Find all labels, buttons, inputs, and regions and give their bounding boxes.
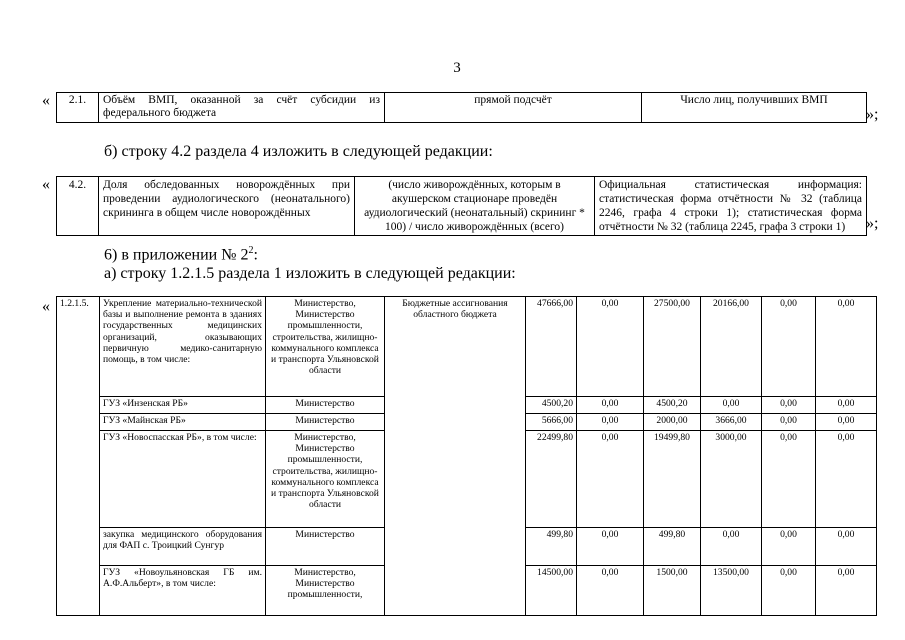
value-year-3: 13500,00 [701,566,762,616]
page-number: 3 [453,60,461,76]
data-source: Число лиц, получивших ВМП [642,93,867,123]
value-year-5: 0,00 [816,397,877,414]
value-year-2: 2000,00 [644,414,701,431]
row-executor: Министерство [266,414,385,431]
value-year-1: 0,00 [577,297,644,397]
row-name: закупка медицинского оборудования для ФАП с. Троицкий Сунгур [100,528,266,566]
program-table [56,296,877,616]
value-year-2: 1500,00 [644,566,701,616]
value-total: 499,80 [526,528,577,566]
heading-6-text: 6) в приложении № 2 [104,246,249,264]
value-year-2: 4500,20 [644,397,701,414]
value-year-3: 20166,00 [701,297,762,397]
value-total: 4500,20 [526,397,577,414]
row-executor: Министерство, Министерство промышленности, строительства, жилищно-коммунального комплекса и транспорта Ульяновской области [266,297,385,397]
value-year-1: 0,00 [577,566,644,616]
indicator-name: Объём ВМП, оказанной за счёт субсидии из федерального бюджета [99,93,385,123]
row-name: ГУЗ «Майнская РБ» [100,414,266,431]
value-year-5: 0,00 [816,297,877,397]
value-year-4: 0,00 [762,528,816,566]
value-year-3: 3666,00 [701,414,762,431]
heading-a: а) строку 1.2.1.5 раздела 1 изложить в следующей редакции: [104,265,516,282]
close-quote-2: »; [866,215,879,232]
value-year-5: 0,00 [816,566,877,616]
value-year-4: 0,00 [762,414,816,431]
heading-6-colon: : [253,246,258,264]
row-name: Укрепление материально-технической базы и выполнение ремонта в зданиях государственных медицинских организаций, оказывающих первичную медико-санитарную помощь, в том числе: [100,297,266,397]
value-year-3: 0,00 [701,528,762,566]
value-year-3: 3000,00 [701,431,762,528]
value-year-2: 19499,80 [644,431,701,528]
value-total: 14500,00 [526,566,577,616]
value-year-5: 0,00 [816,528,877,566]
value-year-4: 0,00 [762,297,816,397]
row-number: 2.1. [57,93,99,123]
row-name: ГУЗ «Новоспасская РБ», в том числе: [100,431,266,528]
heading-6-superscript: 2 [248,245,254,256]
value-total: 5666,00 [526,414,577,431]
row-name: ГУЗ «Новоульяновская ГБ им. А.Ф.Альберт», в том числе: [100,566,266,616]
value-total: 47666,00 [526,297,577,397]
open-quote-3: « [42,298,50,315]
value-year-1: 0,00 [577,528,644,566]
value-year-4: 0,00 [762,397,816,414]
heading-b: б) строку 4.2 раздела 4 изложить в следующей редакции: [104,143,493,160]
value-year-3: 0,00 [701,397,762,414]
row-name: ГУЗ «Инзенская РБ» [100,397,266,414]
value-year-2: 27500,00 [644,297,701,397]
row-number: 4.2. [57,177,99,236]
table-row [57,297,877,397]
value-year-5: 0,00 [816,431,877,528]
value-year-1: 0,00 [577,431,644,528]
calc-formula: (число живорождённых, которым в акушерском стационаре проведён аудиологический (неонатальный) скрининг * 100) / число живорождённых (всего) [355,177,595,236]
heading-6 [104,245,258,264]
row-executor: Министерство [266,397,385,414]
row-executor: Министерство, Министерство промышленности, строительства, жилищно-коммунального комплекса и транспорта Ульяновской области [266,431,385,528]
close-quote-1: »; [866,106,879,123]
row-executor: Министерство [266,528,385,566]
value-year-1: 0,00 [577,414,644,431]
open-quote-2: « [42,176,50,193]
indicator-name: Доля обследованных новорождённых при проведении аудиологического (неонатального) скрининга в общем числе новорождённых [99,177,355,236]
indicator-table-2-1 [56,92,867,123]
indicator-table-4-2 [56,176,867,236]
table-row [57,177,867,236]
value-year-4: 0,00 [762,566,816,616]
value-year-5: 0,00 [816,414,877,431]
data-source: Официальная статистическая информация: статистическая форма отчётности № 32 (таблица 2246, графа 4 строки 1); статистическая форма отчётности № 32 (таблица 2245, графа 3 строки 1) [595,177,867,236]
value-year-2: 499,80 [644,528,701,566]
funding-source: Бюджетные ассигнования областного бюджета [385,297,526,616]
row-executor: Министерство, Министерство промышленности, [266,566,385,616]
table-row [57,93,867,123]
row-code: 1.2.1.5. [57,297,100,616]
calc-method: прямой подсчёт [385,93,642,123]
open-quote-1: « [42,92,50,109]
value-total: 22499,80 [526,431,577,528]
value-year-1: 0,00 [577,397,644,414]
value-year-4: 0,00 [762,431,816,528]
